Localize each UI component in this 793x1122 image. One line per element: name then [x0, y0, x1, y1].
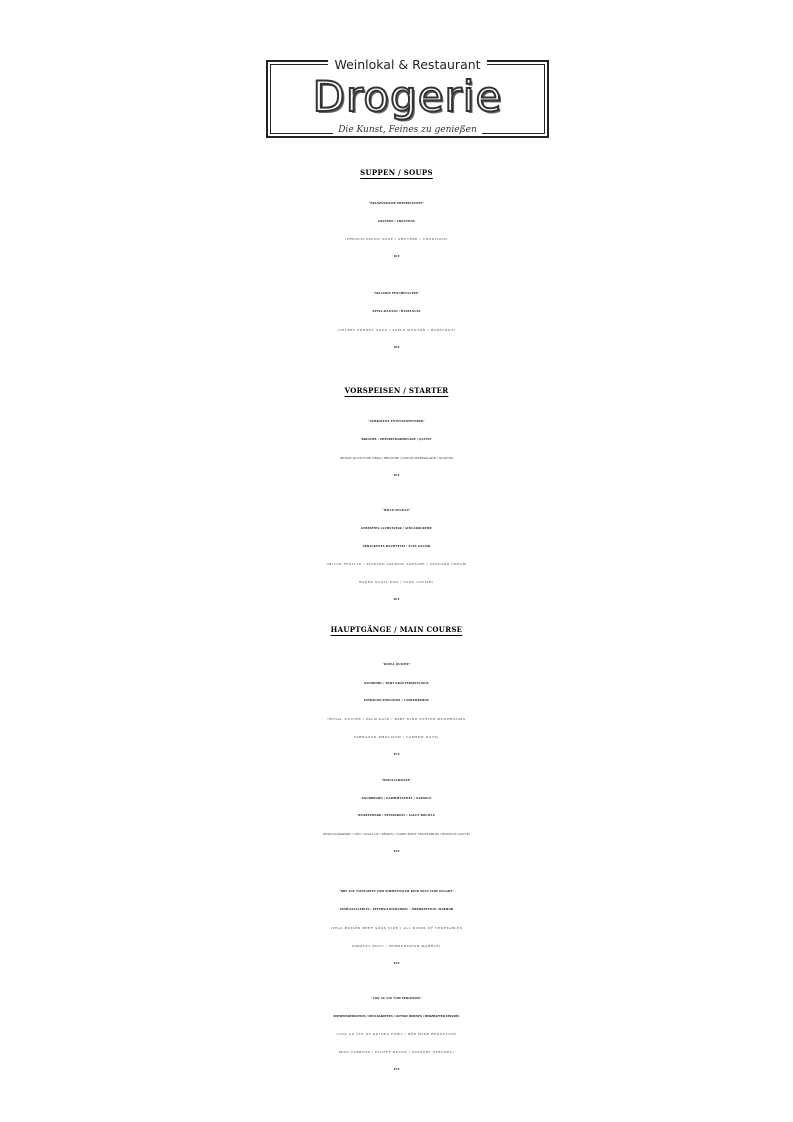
dish-name: “BOUILLABAISSE“ — [381, 779, 412, 782]
dish-translation: (ROAST DUCK FOIE GRAS / BRIOCHE / ONION MARMALADE / QUINCE) — [339, 456, 454, 460]
dish-description: GEBACKENES WACHTELEI / YUZU KAVIAR — [362, 545, 431, 548]
dish-translation: (CELERY FENNEL SOUP / APPLE WONTON / HAZELNUT) — [337, 328, 456, 332]
dish-price: 35 € — [393, 753, 400, 756]
dish-translation: (BOUILLABAISSE / COD / SCALLOP / PRAWN / LIGHT ROOT VEGETABLES / ROUILLE SAUCE) — [323, 832, 470, 836]
section-title-soups: SUPPEN / SOUPS — [360, 168, 433, 177]
section-title-main: HAUPTGÄNGE / MAIN COURSE — [330, 625, 463, 634]
dish-price: 10 € — [393, 346, 400, 349]
dish-description: GRUYÈRE / CROUTONS — [378, 220, 415, 223]
dish-price: 35 € — [393, 1068, 400, 1071]
logo-wordmark: Drogerie — [312, 72, 503, 121]
dish-translation: (MILLE-FEUILLE / PICKLED SALMON TARTARE / AVOCADO CREAM — [326, 562, 467, 566]
dish-description: BRIOCHE / ZWIEBELMARMELADE / QUITTE — [361, 438, 432, 441]
dish-description: ROTWEINREDUKTION / MINI KAROTTEN / LUFTIGE BOHNEN / HERZHAFTER STRUDEL — [333, 1015, 460, 1018]
dish-translation: PARSLEY ROOT – HORSERADISH MARBLE) — [352, 944, 441, 948]
section-title-starter: VORSPEISEN / STARTER — [344, 386, 449, 395]
dish-price: 35 € — [393, 850, 400, 853]
dish-price: 10 € — [393, 255, 400, 258]
dish-description: KNURRHAHN / KAMMMUSCHEL / GARNELE — [361, 797, 432, 800]
dish-translation: MINI CARROTS / FLUFFY BEANS / SAVOURY STRUDEL) — [338, 1050, 455, 1054]
dish-description: GEMÜSEALLERLEI / PETERSILIENWURZEL – MEERRETTICH- MARMOR — [339, 908, 454, 911]
dish-name: “MILLE-FEUILLE“ — [382, 509, 411, 512]
dish-translation: (ROYAL QUICHE / PALM KALE / BABY KING OYSTER MUSHROOMS — [327, 717, 466, 721]
logo-tagline: Weinlokal & Restaurant — [266, 57, 549, 72]
dish-name: “COQ AU VIN VOM PERLHUHN“ — [371, 997, 422, 1000]
dish-description: PALMKOHL / BABY KRÄUTERSEITLINGE — [364, 682, 429, 685]
dish-name: “DRY AGE TAFELSPITZ VOM SIMMENTALER RIND SOUS VIDE GEGART“ — [339, 890, 454, 893]
dish-name: “GEBRATENE ENTENSTOPFLEBER“ — [368, 420, 425, 423]
dish-description: ESTRAGON-EMULSION / CASHEWKERNE — [363, 699, 430, 702]
dish-translation: BAKED QUAIL EGG / YUZU CAVIAR) — [359, 580, 434, 584]
dish-name: “FRANZÖSISCHE ZWIEBELSUPPE“ — [368, 202, 425, 205]
dish-translation: (FRENCH ONION SOUP / GRUYÈRE / CROUTONS) — [344, 237, 449, 241]
dish-description: APFEL-WANTAN / HASELNUSS — [372, 310, 421, 313]
dish-name: “ROYAL QUICHE” — [382, 663, 411, 666]
dish-translation: TARRAGON EMULSION / CASHEW NUTS) — [353, 735, 440, 739]
logo-motto: Die Kunst, Feines zu genießen — [266, 125, 549, 135]
restaurant-logo — [266, 57, 549, 138]
dish-description: GEBEIZTES LACHSTATAR / AVOCADOCREME — [360, 527, 433, 530]
dish-price: 35 € — [393, 962, 400, 965]
dish-price: 20 € — [393, 598, 400, 601]
dish-description: WURZELWERK / SEESPARGEL / SAUCE ROUILLE — [357, 814, 436, 817]
dish-translation: (COQ AU VIN OF GUINEA FOWL / RED WINE REDUCTION — [336, 1032, 457, 1036]
dish-translation: (VEAL BOILED BEEF SOUS VIDE / ALL KINDS OF VEGETABLES — [330, 926, 463, 930]
dish-price: 20 € — [393, 474, 400, 477]
dish-name: ”SELLERIE FENCHELSUPPE” — [373, 292, 420, 295]
